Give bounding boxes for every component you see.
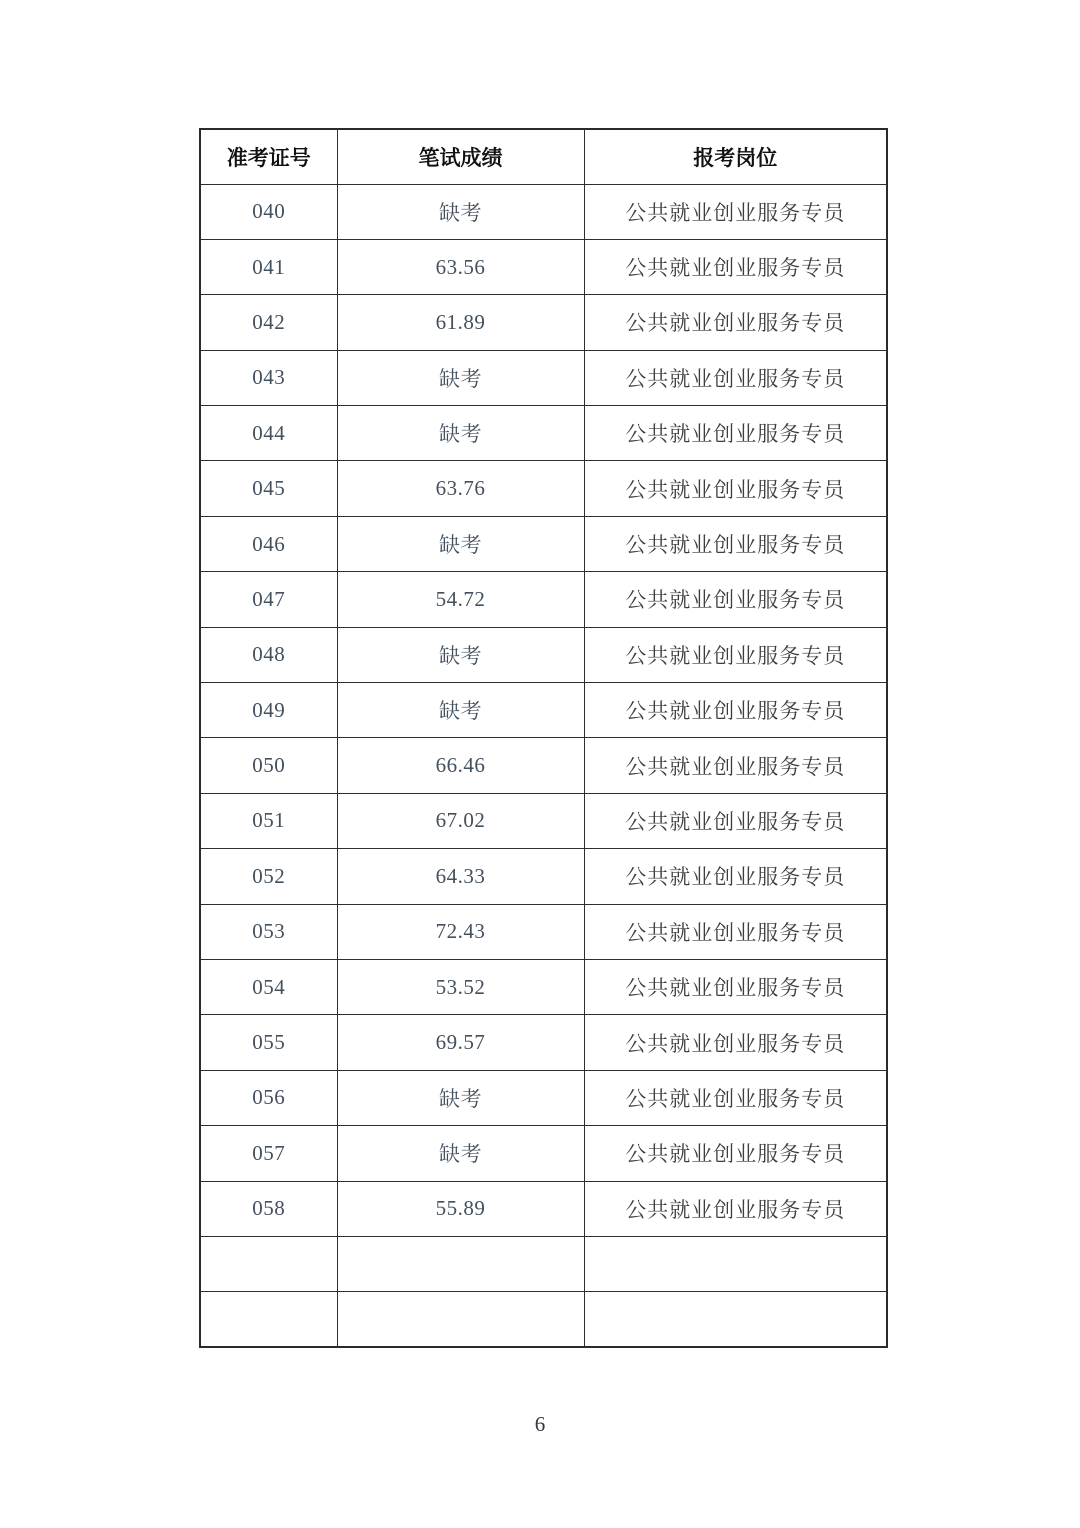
cell-position: 公共就业创业服务专员 <box>584 738 887 793</box>
cell-position: 公共就业创业服务专员 <box>584 295 887 350</box>
cell-admission-no: 049 <box>200 683 337 738</box>
cell-score: 55.89 <box>337 1181 584 1236</box>
table-row <box>200 350 887 405</box>
table-row <box>200 627 887 682</box>
header-admission-no: 准考证号 <box>200 129 337 184</box>
cell-score: 67.02 <box>337 793 584 848</box>
table-row <box>200 683 887 738</box>
cell-score <box>337 1292 584 1347</box>
cell-position: 公共就业创业服务专员 <box>584 572 887 627</box>
cell-position <box>584 1236 887 1291</box>
cell-admission-no: 055 <box>200 1015 337 1070</box>
cell-position: 公共就业创业服务专员 <box>584 239 887 294</box>
table-row <box>200 738 887 793</box>
table-row <box>200 1236 887 1291</box>
header-written-score: 笔试成绩 <box>337 129 584 184</box>
cell-admission-no <box>200 1236 337 1291</box>
table-row <box>200 572 887 627</box>
table-row <box>200 1181 887 1236</box>
cell-admission-no: 051 <box>200 793 337 848</box>
page-number: 6 <box>534 1412 546 1436</box>
cell-score: 63.56 <box>337 239 584 294</box>
cell-position: 公共就业创业服务专员 <box>584 1070 887 1125</box>
cell-position: 公共就业创业服务专员 <box>584 516 887 571</box>
cell-score: 53.52 <box>337 959 584 1014</box>
cell-admission-no: 040 <box>200 184 337 239</box>
cell-position: 公共就业创业服务专员 <box>584 849 887 904</box>
cell-admission-no <box>200 1292 337 1347</box>
table-row <box>200 1070 887 1125</box>
table-body <box>200 184 887 1347</box>
cell-score: 54.72 <box>337 572 584 627</box>
cell-admission-no: 044 <box>200 406 337 461</box>
cell-admission-no: 056 <box>200 1070 337 1125</box>
cell-admission-no: 041 <box>200 239 337 294</box>
cell-position: 公共就业创业服务专员 <box>584 461 887 516</box>
cell-score: 61.89 <box>337 295 584 350</box>
exam-results-table <box>199 128 888 1348</box>
cell-position <box>584 1292 887 1347</box>
table-row <box>200 516 887 571</box>
cell-admission-no: 057 <box>200 1126 337 1181</box>
cell-admission-no: 043 <box>200 350 337 405</box>
cell-position: 公共就业创业服务专员 <box>584 184 887 239</box>
cell-admission-no: 050 <box>200 738 337 793</box>
table-row <box>200 295 887 350</box>
cell-admission-no: 047 <box>200 572 337 627</box>
cell-position: 公共就业创业服务专员 <box>584 406 887 461</box>
cell-score: 缺考 <box>337 1070 584 1125</box>
cell-admission-no: 053 <box>200 904 337 959</box>
cell-score: 缺考 <box>337 683 584 738</box>
cell-position: 公共就业创业服务专员 <box>584 959 887 1014</box>
table-row <box>200 793 887 848</box>
cell-score: 64.33 <box>337 849 584 904</box>
cell-score: 63.76 <box>337 461 584 516</box>
cell-admission-no: 046 <box>200 516 337 571</box>
table-row <box>200 1126 887 1181</box>
table-row <box>200 239 887 294</box>
cell-score: 缺考 <box>337 1126 584 1181</box>
header-applied-position: 报考岗位 <box>584 129 887 184</box>
cell-position: 公共就业创业服务专员 <box>584 904 887 959</box>
table-row <box>200 959 887 1014</box>
cell-score: 缺考 <box>337 350 584 405</box>
cell-score <box>337 1236 584 1291</box>
cell-admission-no: 058 <box>200 1181 337 1236</box>
cell-position: 公共就业创业服务专员 <box>584 1015 887 1070</box>
cell-score: 缺考 <box>337 184 584 239</box>
cell-position: 公共就业创业服务专员 <box>584 793 887 848</box>
cell-admission-no: 045 <box>200 461 337 516</box>
table-row <box>200 849 887 904</box>
cell-score: 缺考 <box>337 627 584 682</box>
cell-admission-no: 054 <box>200 959 337 1014</box>
cell-position: 公共就业创业服务专员 <box>584 627 887 682</box>
table-row <box>200 406 887 461</box>
cell-position: 公共就业创业服务专员 <box>584 1181 887 1236</box>
cell-score: 缺考 <box>337 516 584 571</box>
cell-admission-no: 042 <box>200 295 337 350</box>
cell-position: 公共就业创业服务专员 <box>584 350 887 405</box>
cell-score: 66.46 <box>337 738 584 793</box>
cell-score: 缺考 <box>337 406 584 461</box>
table-row <box>200 184 887 239</box>
table-row <box>200 461 887 516</box>
cell-position: 公共就业创业服务专员 <box>584 683 887 738</box>
cell-score: 69.57 <box>337 1015 584 1070</box>
cell-admission-no: 048 <box>200 627 337 682</box>
cell-position: 公共就业创业服务专员 <box>584 1126 887 1181</box>
cell-admission-no: 052 <box>200 849 337 904</box>
table-row <box>200 1015 887 1070</box>
table-header-row <box>200 129 887 184</box>
table-row <box>200 904 887 959</box>
table-row <box>200 1292 887 1347</box>
cell-score: 72.43 <box>337 904 584 959</box>
